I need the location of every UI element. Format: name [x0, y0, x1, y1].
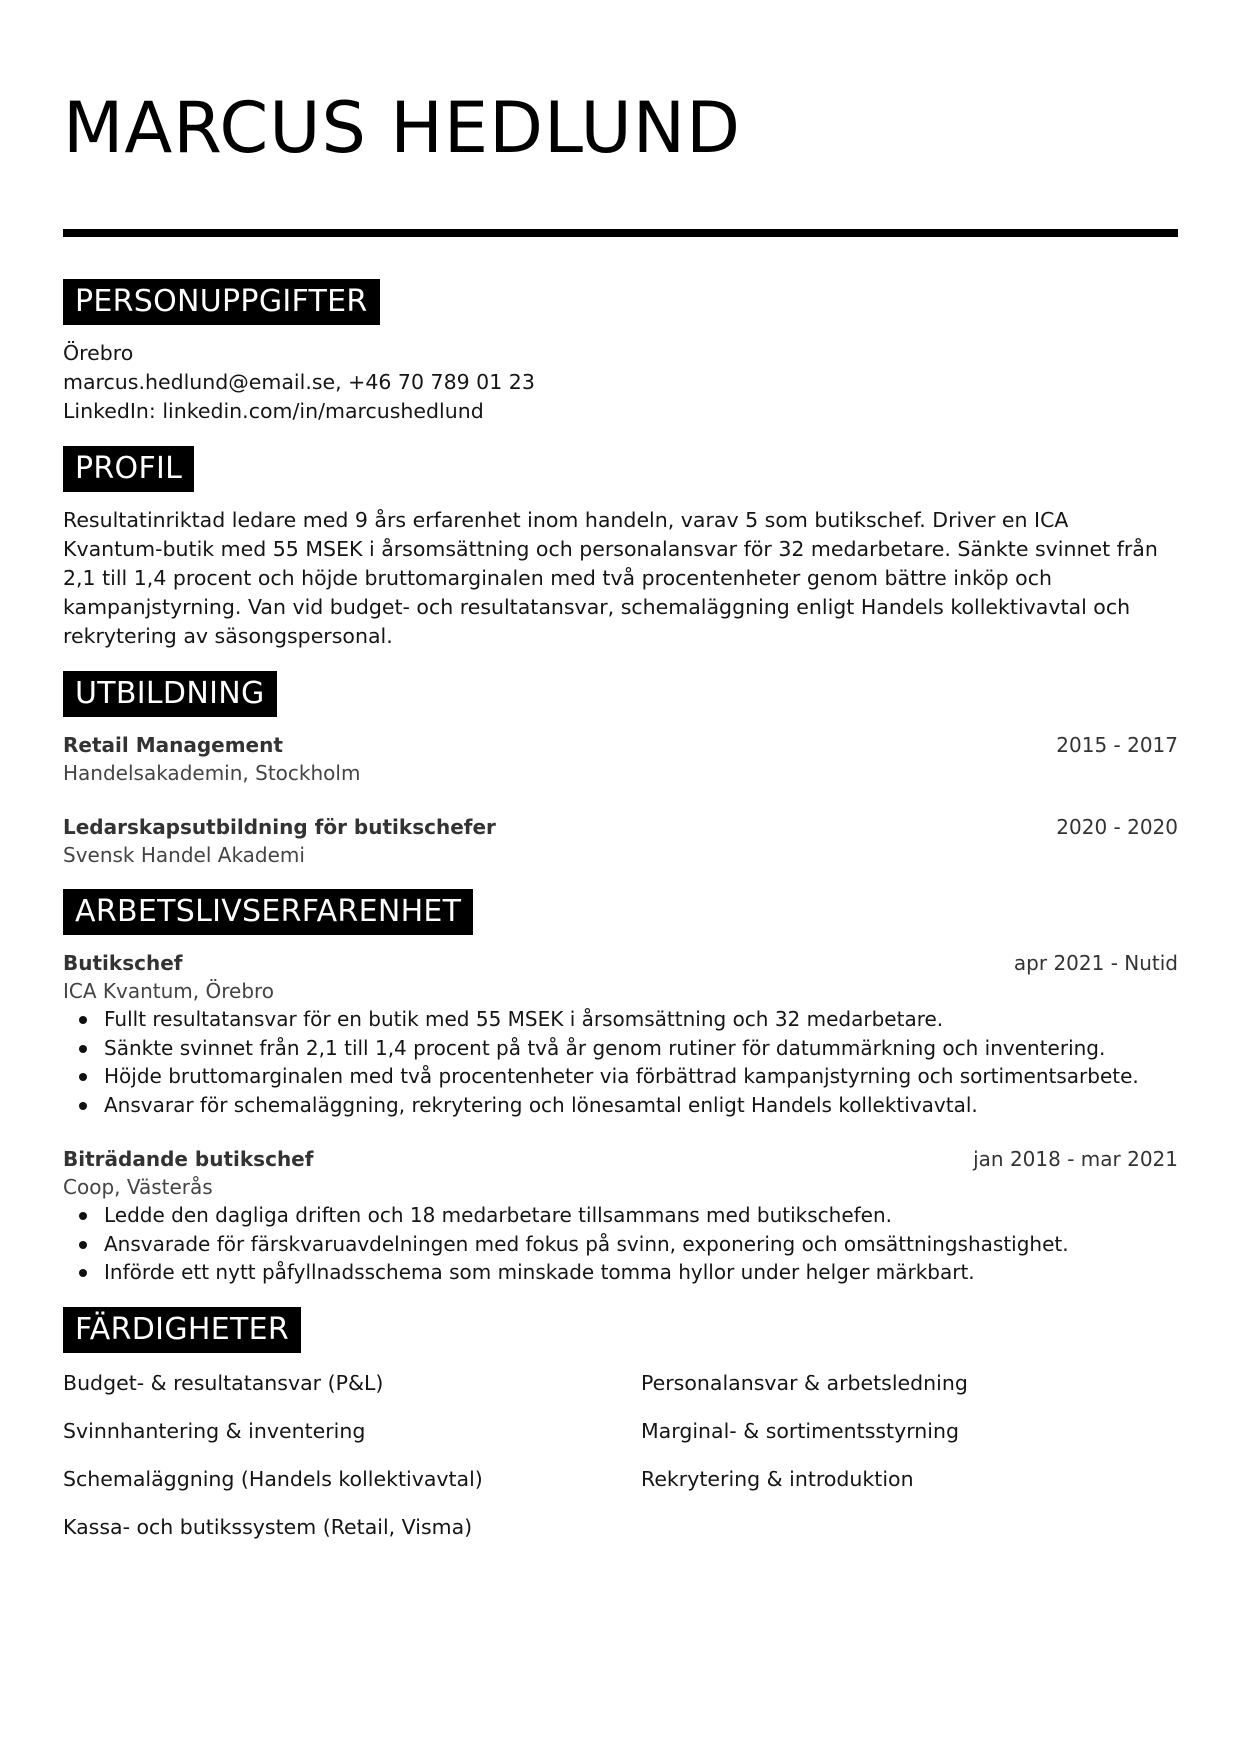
skill-item: Schemaläggning (Handels kollektivavtal) — [63, 1466, 483, 1491]
job-title: Butikschef — [63, 951, 183, 975]
job-date: jan 2018 - mar 2021 — [973, 1147, 1178, 1171]
header-divider — [63, 229, 1178, 237]
skill-item: Marginal- & sortimentsstyrning — [641, 1418, 959, 1443]
bullet-item: Sänkte svinnet från 2,1 till 1,4 procent på två år genom rutiner för datummärkning och inventering. — [104, 1034, 1178, 1063]
job-employer: Coop, Västerås — [63, 1175, 213, 1199]
bullet-item: Höjde bruttomarginalen med två procentenheter via förbättrad kampanjstyrning och sortimentsarbete. — [104, 1062, 1178, 1091]
skill-item: Personalansvar & arbetsledning — [641, 1370, 968, 1395]
job-title: Biträdande butikschef — [63, 1147, 314, 1171]
personal-details — [63, 339, 1178, 426]
bullet-item: Fullt resultatansvar för en butik med 55 MSEK i årsomsättning och 32 medarbetare. — [104, 1005, 1178, 1034]
education-title: Retail Management — [63, 733, 283, 757]
education-school: Svensk Handel Akademi — [63, 843, 305, 867]
bullet-item: Ansvarar för schemaläggning, rekrytering och lönesamtal enligt Handels kollektivavtal. — [104, 1091, 1178, 1120]
personal-contact: marcus.hedlund@email.se, +46 70 789 01 23 — [63, 370, 535, 394]
section-skills — [63, 1307, 1178, 1353]
section-heading-personal: PERSONUPPGIFTER — [63, 279, 380, 325]
section-experience — [63, 889, 1178, 935]
section-education — [63, 671, 1178, 717]
section-heading-education: UTBILDNING — [63, 671, 277, 717]
section-profile — [63, 446, 1178, 492]
job-employer: ICA Kvantum, Örebro — [63, 979, 275, 1003]
profile-summary: Resultatinriktad ledare med 9 års erfarenhet inom handeln, varav 5 som butikschef. Driver en ICA Kvantum-butik med 55 MSEK i årsomsättning och personalansvar för 32 medarbetare. Sänkte svinnet från 2,1 till 1,4 procent och höjde bruttomarginalen med två procentenheter genom bättre inköp och kampanjstyrning. Van vid budget- och resultatansvar, schemaläggning enligt Handels kollektivavtal och rekrytering av säsongspersonal. — [63, 508, 1158, 648]
personal-location: Örebro — [63, 341, 134, 365]
section-heading-profile: PROFIL — [63, 446, 194, 492]
job-entry — [63, 949, 1178, 1119]
job-achievements — [63, 1201, 1178, 1287]
bullet-item: Ledde den dagliga driften och 18 medarbetare tillsammans med butikschefen. — [104, 1201, 1178, 1230]
education-date: 2020 - 2020 — [1056, 815, 1178, 839]
section-heading-skills: FÄRDIGHETER — [63, 1307, 301, 1353]
job-entry — [63, 1145, 1178, 1287]
education-entry — [63, 731, 1178, 787]
candidate-name: MARCUS HEDLUND — [63, 87, 742, 169]
skills-grid — [63, 1369, 1178, 1541]
section-personal — [63, 279, 1178, 325]
bullet-item: Införde ett nytt påfyllnadsschema som minskade tomma hyllor under helger märkbart. — [104, 1258, 1178, 1287]
skill-item: Rekrytering & introduktion — [641, 1466, 914, 1491]
bullet-item: Ansvarade för färskvaruavdelningen med fokus på svinn, exponering och omsättningshastighet. — [104, 1230, 1178, 1259]
skill-item: Budget- & resultatansvar (P&L) — [63, 1370, 384, 1395]
education-title: Ledarskapsutbildning för butikschefer — [63, 815, 496, 839]
job-achievements — [63, 1005, 1178, 1119]
education-date: 2015 - 2017 — [1056, 733, 1178, 757]
education-entry — [63, 813, 1178, 869]
skill-item: Svinnhantering & inventering — [63, 1418, 366, 1443]
personal-linkedin: LinkedIn: linkedin.com/in/marcushedlund — [63, 399, 484, 423]
education-school: Handelsakademin, Stockholm — [63, 761, 361, 785]
job-date: apr 2021 - Nutid — [1013, 951, 1178, 975]
section-heading-experience: ARBETSLIVSERFARENHET — [63, 889, 473, 935]
skill-item: Kassa- och butikssystem (Retail, Visma) — [63, 1514, 473, 1539]
